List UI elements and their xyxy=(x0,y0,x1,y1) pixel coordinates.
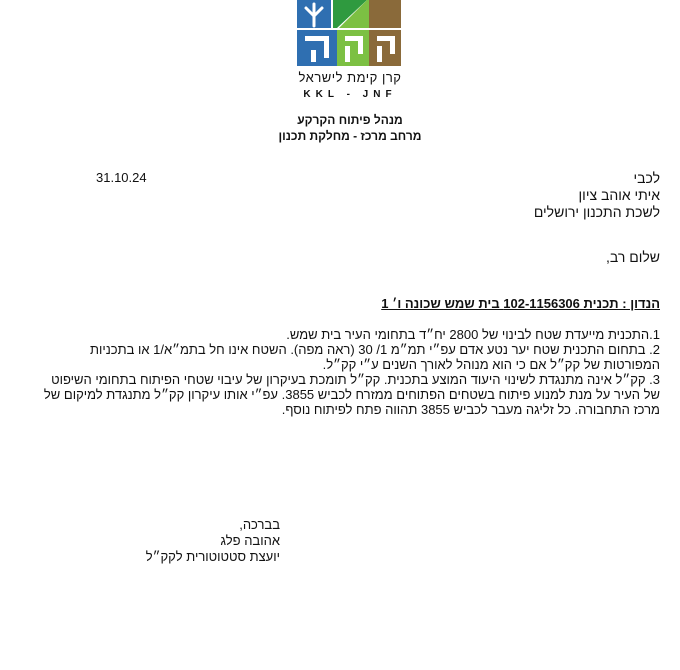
logo-blue-lower xyxy=(297,30,337,66)
recipient-to: לכבי xyxy=(633,170,660,186)
body-paragraph-1: 1.התכנית מייעדת שטח לבינוי של 2800 יח״ד בתחומי העיר בית שמש. xyxy=(286,327,660,342)
kkl-jnf-logo xyxy=(297,0,401,66)
signature-closing: בברכה, xyxy=(239,517,280,532)
logo-hebrew-name: קרן קימת לישראל xyxy=(298,70,402,85)
letter-date: 31.10.24 xyxy=(96,170,147,185)
logo-green-lower xyxy=(337,30,369,66)
department-header xyxy=(250,112,450,144)
recipient-block xyxy=(360,170,660,221)
signature-name: אהובה פלג xyxy=(220,533,280,548)
body-paragraph-3: 3. קק״ל אינה מתנגדת לשינוי היעוד המוצע בתכנית. קק״ל תומכת בעיקרון של עיבוי שטחי הפיתוח בתחומי השיפוט של העיר על מנת למנוע פיתוח בשטחים הפתוחים ממזרח לכביש 3855. עפ״י אותו עיקרון קק״ל מתנגדת למיקום של מרכז התחבורה. כל זליגה מעבר לכביש 3855 תהווה פתח לפיתוח נוסף. xyxy=(43,372,660,417)
logo-brown-lower xyxy=(369,30,401,66)
logo-brown-block xyxy=(369,0,401,28)
recipient-office: לשכת התכנון ירושלים xyxy=(533,204,660,220)
recipient-name: איתי אוהב ציון xyxy=(578,187,660,203)
greeting: שלום רב, xyxy=(606,249,660,265)
subject-line: הנדון : תכנית 102-1156306 בית שמש שכונה ו׳ 1 xyxy=(381,296,660,311)
body-paragraph-2: 2. בתחום התכנית שטח יער נטע אדם עפ״י תמ״מ 1/ 30 (ראה מפה). השטח אינו חל בתמ״א/1 או בתכניות המפורטות של קק״ל אם כי הוא מנוהל לאורך השנים ע״י קק״ל. xyxy=(90,342,660,372)
department-line1: מנהל פיתוח הקרקע xyxy=(297,113,403,127)
department-line2: מרחב מרכז - מחלקת תכנון xyxy=(278,129,422,143)
signature-block xyxy=(120,517,280,565)
logo-english-name: KKL - JNF xyxy=(303,89,397,100)
letter-body xyxy=(40,327,660,417)
signature-title: יועצת סטטוטורית לקק״ל xyxy=(145,549,280,564)
